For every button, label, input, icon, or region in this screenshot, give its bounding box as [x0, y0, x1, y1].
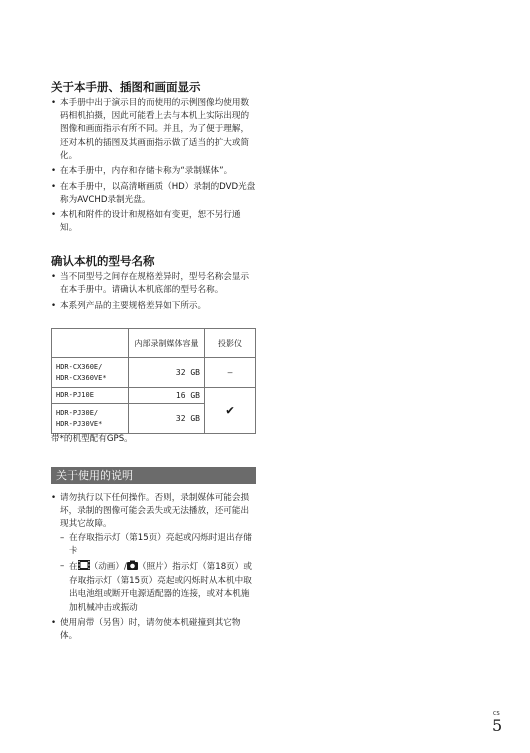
page-number: 5 [492, 716, 503, 735]
list-item [51, 165, 256, 178]
bullet: • [51, 493, 57, 503]
table-row [52, 358, 256, 388]
cell-capacity: 16 GB [129, 388, 205, 404]
sub-item-text: （照片）指示灯（第18页）或存取指示灯（第15页）亮起或闪烁时从本机中取出电池组或断开电源适配器的连接，或对本机施加机械冲击或振动 [69, 562, 252, 613]
cell-projector: ✔ [205, 388, 256, 434]
list-item-text: 在本手册中，内存和存储卡称为“录制媒体”。 [60, 166, 233, 177]
sub-item-text: 在 [69, 562, 78, 573]
cell-model: HDR-CX360E/ HDR-CX360VE* [52, 358, 129, 388]
cell-projector: — [205, 358, 256, 388]
table-header-row [52, 329, 256, 358]
dash: – [60, 561, 65, 572]
list-item-text: 在本手册中，以高清晰画质（HD）录制的DVD光盘称为AVCHD录制光盘。 [60, 181, 256, 205]
cell-model: HDR-PJ30E/ HDR-PJ30VE* [52, 404, 129, 434]
list-item-text: 本手册中出于演示目的而使用的示例图像均使用数码相机拍摄，因此可能看上去与本机上实际出现的图像和画面指示有所不同。并且，为了便于理解，还对本机的插图及其画面指示做了适当的扩大或简化。 [60, 98, 250, 161]
bullet: • [51, 300, 57, 311]
sub-list-item [60, 560, 256, 615]
table-row [52, 388, 256, 404]
list-item [51, 271, 256, 297]
list-item-text: 使用肩带（另售）时，请勿使本机碰撞到其它物体。 [60, 618, 241, 642]
header-projector: 投影仪 [205, 329, 256, 358]
header-model [52, 329, 129, 358]
manual-notes-list [51, 97, 256, 238]
bullet: • [51, 618, 57, 629]
bullet: • [51, 272, 57, 282]
cell-capacity: 32 GB [129, 358, 205, 388]
camera-icon [127, 560, 138, 575]
list-item-text: 本系列产品的主要规格差异如下所示。 [60, 300, 207, 311]
cell-capacity: 32 GB [129, 404, 205, 434]
list-item [51, 617, 256, 643]
language-code: CS [493, 711, 500, 717]
sub-item-text: 在存取指示灯（第15页）亮起或闪烁时退出存储卡 [69, 532, 252, 556]
sub-list-item [60, 532, 256, 558]
cell-model: HDR-PJ10E [52, 388, 129, 404]
bullet: • [51, 181, 57, 192]
header-capacity: 内部录制媒体容量 [129, 329, 205, 358]
list-item [51, 209, 256, 235]
bullet: • [51, 98, 57, 108]
bullet: • [51, 210, 57, 221]
model-notes-list [51, 271, 256, 315]
list-item-text: 本机和附件的设计和规格如有变更，恕不另行通知。 [60, 210, 241, 234]
list-item-text: 当不同型号之间存在规格差异时，型号名称会显示在本手册中。请确认本机底部的型号名称。 [60, 272, 250, 296]
usage-notes-list [51, 492, 256, 646]
section-banner-usage: 关于使用的说明 [51, 467, 256, 484]
list-item-text: 请勿执行以下任何操作。否则，录制媒体可能会损坏，录制的图像可能会丢失或无法播放，还可能出现其它故障。 [60, 493, 250, 530]
list-item [51, 300, 256, 313]
list-item [51, 492, 256, 615]
section-title-manual: 关于本手册、插图和画面显示 [51, 80, 201, 94]
sub-item-text: （动画）/ [89, 562, 127, 573]
model-spec-table [51, 328, 256, 434]
list-item [51, 181, 256, 207]
section-title-model: 确认本机的型号名称 [51, 254, 155, 268]
dash: – [60, 532, 65, 543]
bullet: • [51, 166, 57, 177]
list-item [51, 97, 256, 163]
movie-icon [78, 560, 90, 575]
gps-note: 带*的机型配有GPS。 [51, 434, 133, 444]
sub-list [60, 532, 256, 615]
